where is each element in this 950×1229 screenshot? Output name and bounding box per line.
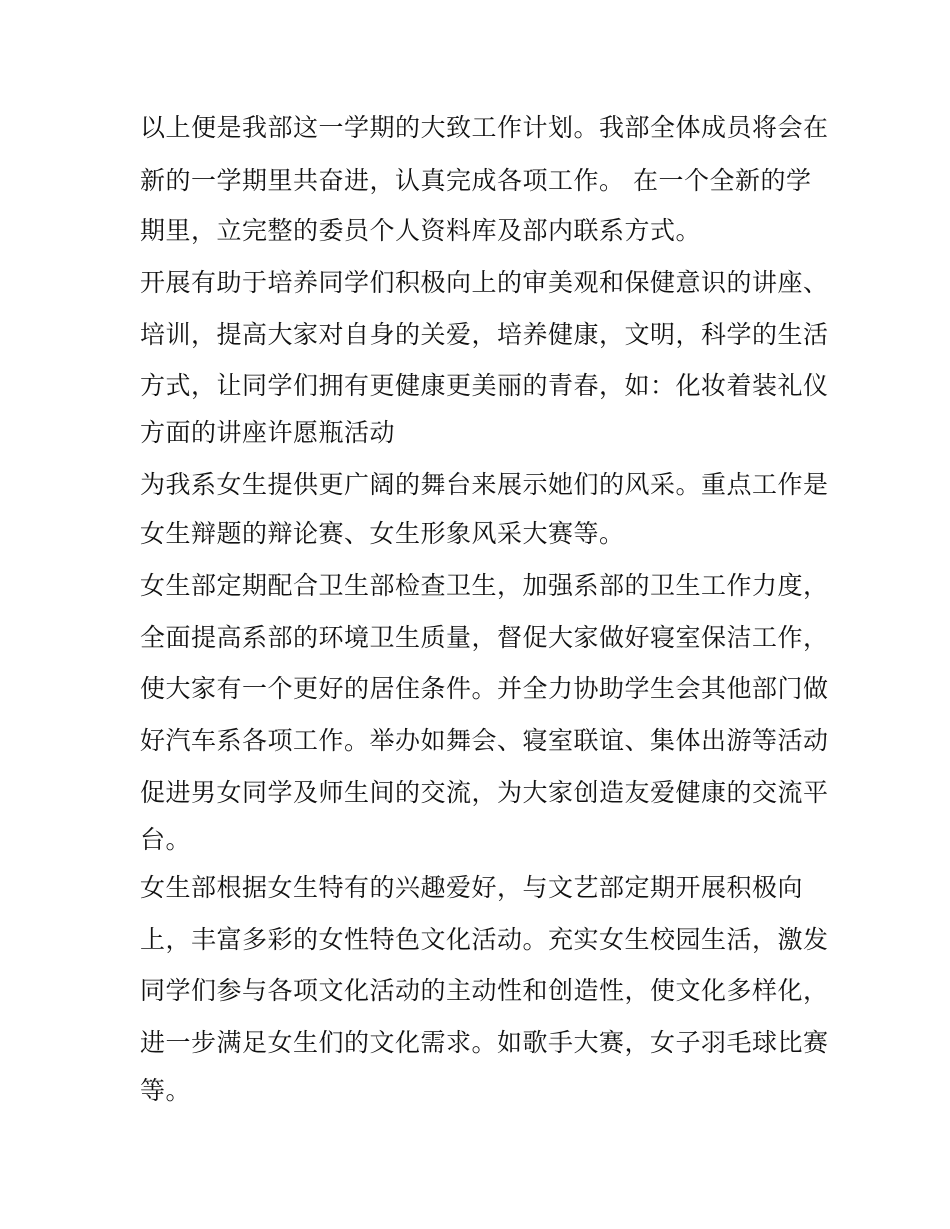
text-line: 好汽车系各项工作。举办如舞会、寝室联谊、集体出游等活动 xyxy=(140,726,829,755)
text-line: 等。 xyxy=(140,1076,192,1105)
text-line: 以上便是我部这一学期的大致工作计划。我部全体成员将会在 xyxy=(140,113,829,142)
text-line: 女生部定期配合卫生部检查卫生，加强系部的卫生工作力度， xyxy=(140,571,829,600)
text-line: 为我系女生提供更广阔的舞台来展示她们的风采。重点工作是 xyxy=(140,470,829,499)
text-line: 方式，让同学们拥有更健康更美丽的青春，如：化妆着装礼仪 xyxy=(140,371,829,400)
text-line: 使大家有一个更好的居住条件。并全力协助学生会其他部门做 xyxy=(140,674,829,703)
text-line: 台。 xyxy=(140,825,192,854)
text-line: 女生部根据女生特有的兴趣爱好，与文艺部定期开展积极向 xyxy=(140,873,804,902)
text-line: 上，丰富多彩的女性特色文化活动。充实女生校园生活，激发 xyxy=(140,925,829,954)
text-line: 期里，立完整的委员个人资料库及部内联系方式。 xyxy=(140,216,702,245)
text-line: 培训，提高大家对自身的关爱，培养健康，文明，科学的生活 xyxy=(140,320,829,349)
text-line: 女生辩题的辩论赛、女生形象风采大赛等。 xyxy=(140,519,625,548)
text-line: 全面提高系部的环境卫生质量，督促大家做好寝室保洁工作， xyxy=(140,623,829,652)
text-line: 促进男女同学及师生间的交流，为大家创造友爱健康的交流平 xyxy=(140,778,829,807)
text-line: 开展有助于培养同学们积极向上的审美观和保健意识的讲座、 xyxy=(140,268,829,297)
text-line: 新的一学期里共奋进，认真完成各项工作。 在一个全新的学 xyxy=(140,166,812,195)
text-line: 同学们参与各项文化活动的主动性和创造性，使文化多样化， xyxy=(140,976,829,1005)
text-line: 进一步满足女生们的文化需求。如歌手大赛，女子羽毛球比赛 xyxy=(140,1028,829,1057)
text-line: 方面的讲座许愿瓶活动 xyxy=(140,418,396,447)
